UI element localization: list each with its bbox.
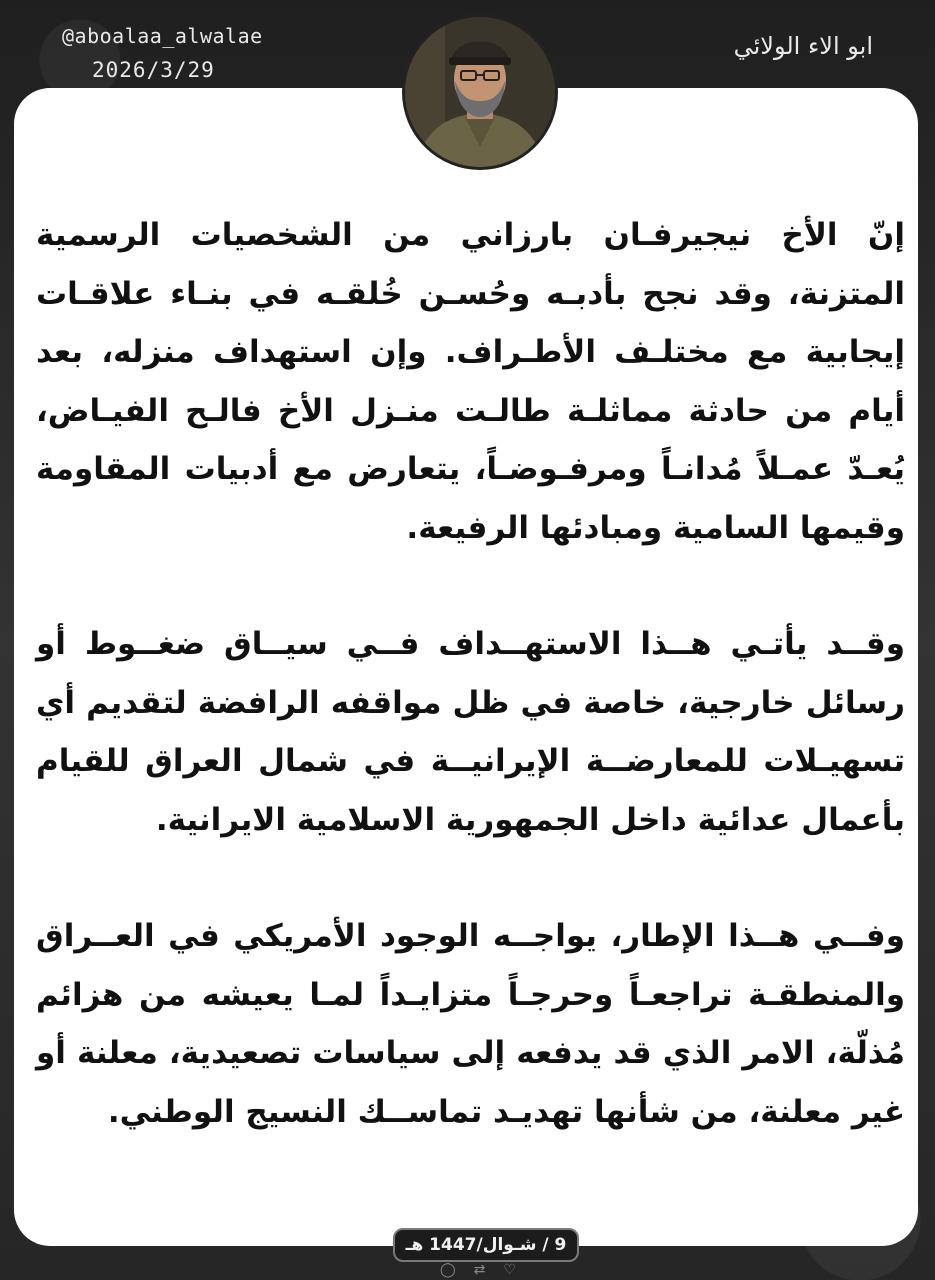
- like-icon[interactable]: ♡: [503, 1262, 516, 1278]
- post-paragraph: وفــي هــذا الإطار، يواجــه الوجود الأمريكي في العــراق والمنطقـة تراجعـاً وحرجـاً متزايـداً لمـا يعيشه من هزائم مُذلّة، الامر الذي قد يدفعه إلى سياسات تصعيدية، معلنة أو غير معلنة، من شأنها تهديـد تماســك النسيج الوطني.: [36, 918, 905, 1130]
- post-body: [36, 206, 905, 1141]
- author-handle: @aboalaa_alwalae: [62, 24, 263, 48]
- post-date: 2026/3/29: [92, 58, 215, 82]
- post-paragraph: وقــد يأتـي هــذا الاستهــداف فــي سيــاق ضغــوط أو رسائل خارجية، خاصة في ظل مواقفه الرافضة لتقديم أي تسهيـلات للمعارضــة الإيرانيــة في شمال العراق للقيام بأعمال عدائية داخل الجمهورية الاسلامية الايرانية.: [36, 626, 905, 838]
- post-actions: [440, 1262, 516, 1278]
- reply-icon[interactable]: ◯: [440, 1262, 456, 1278]
- avatar: [402, 14, 558, 170]
- author-name: ابو الاء الولائي: [733, 32, 873, 60]
- hijri-date-badge: 9 / شـوال/1447 هـ: [393, 1228, 579, 1262]
- retweet-icon[interactable]: ⇄: [473, 1262, 486, 1278]
- post-paragraph: إنّ الأخ نيجيرفـان بارزاني من الشخصيات الرسمية المتزنة، وقد نجح بأدبـه وحُسـن خُلقـه في بنـاء علاقـات إيجابية مع مختلـف الأطـراف. وإن استهداف منزله، بعد أيام من حادثة مماثلـة طالـت منـزل الأخ فالـح الفيـاض، يُعـدّ عمـلاً مُدانـاً ومرفـوضـاً، يتعارض مع أدبيات المقاومة وقيمها السامية ومبادئها الرفيعة.: [36, 217, 905, 546]
